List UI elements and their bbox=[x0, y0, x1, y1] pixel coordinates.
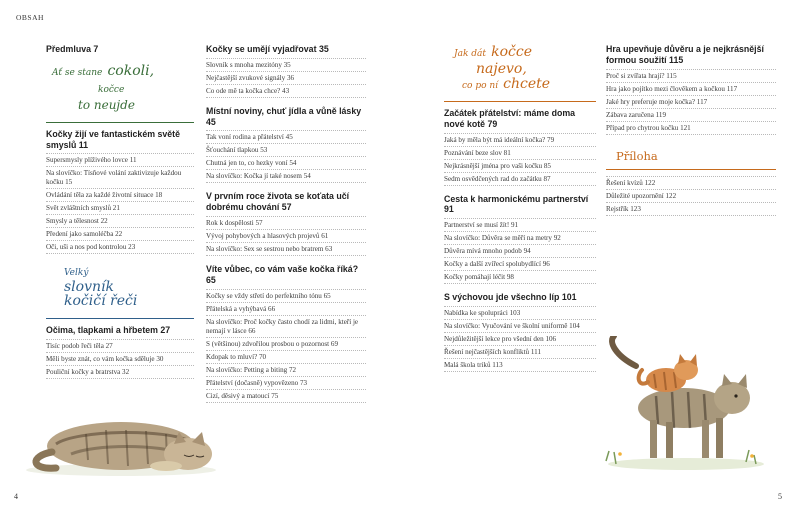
toc-item[interactable]: Rejstřík 123 bbox=[606, 202, 776, 216]
toc-item[interactable]: Přátelství (dočasně) vypovězeno 73 bbox=[206, 376, 366, 389]
toc-item[interactable]: Na slovíčko: Důvěra se měří na metry 92 bbox=[444, 231, 596, 244]
toc-item[interactable]: Šťouchání tlapkou 53 bbox=[206, 143, 366, 156]
section-title[interactable]: Hra upevňuje důvěru a je nejkrásnější formou soužití 115 bbox=[606, 44, 764, 65]
toc-section bbox=[444, 194, 596, 285]
toc-item[interactable]: Na slovíčko: Tísňové volání zaktivizuje každou kočku 15 bbox=[46, 166, 194, 188]
toc-item[interactable]: Na slovíčko: Kočka jí také nosem 54 bbox=[206, 169, 366, 183]
toc-item[interactable]: Ovládání těla za každé životní situace 18 bbox=[46, 188, 194, 201]
toc-item[interactable]: Důležité upozornění 122 bbox=[606, 189, 776, 202]
toc-item[interactable]: Proč si zvířata hrají? 115 bbox=[606, 69, 776, 82]
section-title[interactable]: Začátek přátelství: máme doma nové kotě 79 bbox=[444, 108, 576, 129]
section-title[interactable]: Cesta k harmonickému partnerství 91 bbox=[444, 193, 589, 215]
toc-section bbox=[206, 44, 366, 98]
toc-item[interactable]: Nejkrásnější jména pro vaši kočku 85 bbox=[444, 159, 596, 172]
toc-item[interactable]: Tak voní rodina a přátelství 45 bbox=[206, 130, 366, 143]
toc-item[interactable]: Smysly a tělesnost 22 bbox=[46, 214, 194, 227]
toc-item[interactable]: Jaké hry preferuje moje kočka? 117 bbox=[606, 95, 776, 108]
toc-item[interactable]: Případ pro chytrou kočku 121 bbox=[606, 121, 776, 135]
toc-item[interactable]: Pouliční kočky a bratrstva 32 bbox=[46, 365, 194, 379]
feature-underline bbox=[46, 318, 194, 319]
toc-column-3 bbox=[444, 44, 596, 380]
section-title[interactable]: Místní noviny, chuť jídla a vůně lásky 45 bbox=[206, 105, 362, 127]
section-title[interactable]: Kočky se umějí vyjadřovat 35 bbox=[206, 44, 329, 54]
toc-item[interactable]: Na slovíčko: Sex se sestrou nebo bratrem 63 bbox=[206, 242, 366, 256]
toc-section bbox=[606, 176, 776, 216]
toc-item[interactable]: Kočky se vždy střetí do perfektního tónu 65 bbox=[206, 289, 366, 302]
toc-item[interactable]: Hra jako pojítko mezi člověkem a kočkou 117 bbox=[606, 82, 776, 95]
feature-underline bbox=[46, 122, 194, 123]
toc-item[interactable]: Poznávání beze slov 81 bbox=[444, 146, 596, 159]
toc-item[interactable]: Tisíc podob řeči těla 27 bbox=[46, 339, 194, 352]
toc-item[interactable]: Vývoj pohybových a hlasových projevů 61 bbox=[206, 229, 366, 242]
toc-item[interactable]: Kočky a další zvířecí spolubydlící 96 bbox=[444, 257, 596, 270]
feature-underline bbox=[444, 101, 596, 102]
toc-section bbox=[606, 44, 776, 135]
toc-item[interactable]: Slovník s mnoha mezitóny 35 bbox=[206, 58, 366, 71]
toc-section bbox=[46, 325, 194, 379]
page-number-right: 5 bbox=[778, 492, 782, 501]
toc-item[interactable]: Na slovíčko: Proč kočky často chodí za lidmi, kteří je nemají v lásce 66 bbox=[206, 315, 366, 337]
appendix-title: Příloha bbox=[616, 148, 658, 163]
toc-item[interactable]: Co ode mě ta kočka chce? 43 bbox=[206, 84, 366, 98]
sleeping-cat-illustration bbox=[16, 400, 226, 480]
appendix-underline bbox=[606, 169, 776, 170]
toc-item[interactable]: S (většinou) zdvořilou prosbou o pozornost 69 bbox=[206, 337, 366, 350]
two-cats-illustration bbox=[596, 336, 766, 476]
page-header: OBSAH bbox=[16, 13, 44, 22]
toc-item[interactable]: Předení jako samoléčba 22 bbox=[46, 227, 194, 240]
section-title[interactable]: Očima, tlapkami a hřbetem 27 bbox=[46, 325, 171, 336]
toc-section bbox=[206, 106, 366, 184]
section-title[interactable]: S výchovou jde všechno líp 101 bbox=[444, 292, 577, 303]
toc-item[interactable]: Jaká by měla být má ideální kočka? 79 bbox=[444, 133, 596, 146]
toc-item[interactable]: Partnerství se musí žít! 91 bbox=[444, 218, 596, 231]
toc-section bbox=[206, 264, 366, 403]
section-title[interactable]: Víte vůbec, co vám vaše kočka říká? 65 bbox=[206, 263, 359, 285]
toc-section bbox=[206, 191, 366, 256]
toc-item[interactable]: Na slovíčko: Petting a biting 72 bbox=[206, 363, 366, 376]
preface-entry[interactable]: Předmluva 7 bbox=[46, 44, 99, 54]
toc-item[interactable]: Nabídka ke spolupráci 103 bbox=[444, 306, 596, 319]
toc-item[interactable]: Řešení kvízů 122 bbox=[606, 176, 776, 189]
toc-item[interactable]: Svět zvláštních smyslů 21 bbox=[46, 201, 194, 214]
toc-item[interactable]: Řešení nejčastějších konfliktů 111 bbox=[444, 345, 596, 358]
toc-item[interactable]: Kdopak to mluví? 70 bbox=[206, 350, 366, 363]
toc-item[interactable]: Nejdůležitější lekce pro všední den 106 bbox=[444, 332, 596, 345]
toc-item[interactable]: Na slovíčko: Vyučování ve školní uniformě 104 bbox=[444, 319, 596, 332]
toc-item[interactable]: Přátelská a vyhýbavá 66 bbox=[206, 302, 366, 315]
feature-title-2: Velký slovník kočičí řeči bbox=[64, 268, 138, 310]
toc-item[interactable]: Chutná jen to, co hezky voní 54 bbox=[206, 156, 366, 169]
toc-item[interactable]: Měli byste znát, co vám kočka sděluje 30 bbox=[46, 352, 194, 365]
toc-item[interactable]: Supersmysly plíživého lovce 11 bbox=[46, 153, 194, 166]
toc-column-1 bbox=[46, 44, 194, 387]
toc-item[interactable]: Cizí, děsivý a matoucí 75 bbox=[206, 389, 366, 403]
toc-item[interactable]: Kočky pomáhají léčit 98 bbox=[444, 270, 596, 284]
toc-item[interactable]: Sedm osvědčených rad do začátku 87 bbox=[444, 172, 596, 186]
toc-section bbox=[46, 129, 194, 255]
toc-item[interactable]: Oči, uši a nos pod kontrolou 23 bbox=[46, 240, 194, 254]
toc-item[interactable]: Rok k dospělosti 57 bbox=[206, 216, 366, 229]
toc-item[interactable]: Nejčastější zvukové signály 36 bbox=[206, 71, 366, 84]
feature-title-3: Jak dát kočce najevo, co po ní chcete bbox=[454, 44, 551, 92]
toc-column-4 bbox=[606, 44, 776, 224]
toc-item[interactable]: Důvěra mívá mnoho podob 94 bbox=[444, 244, 596, 257]
page-number-left: 4 bbox=[14, 492, 18, 501]
toc-item[interactable]: Malá škola triků 113 bbox=[444, 358, 596, 372]
toc-item[interactable]: Zábava zaručena 119 bbox=[606, 108, 776, 121]
toc-section bbox=[444, 108, 596, 186]
section-title[interactable]: V prvním roce života se koťata učí dobrému chování 57 bbox=[206, 191, 350, 213]
toc-column-2 bbox=[206, 44, 366, 411]
section-title[interactable]: Kočky žijí ve fantastickém světě smyslů 11 bbox=[46, 128, 180, 150]
feature-title-1: Ať se stane cokoli, kočce to neujde bbox=[52, 62, 155, 112]
toc-section bbox=[444, 292, 596, 372]
